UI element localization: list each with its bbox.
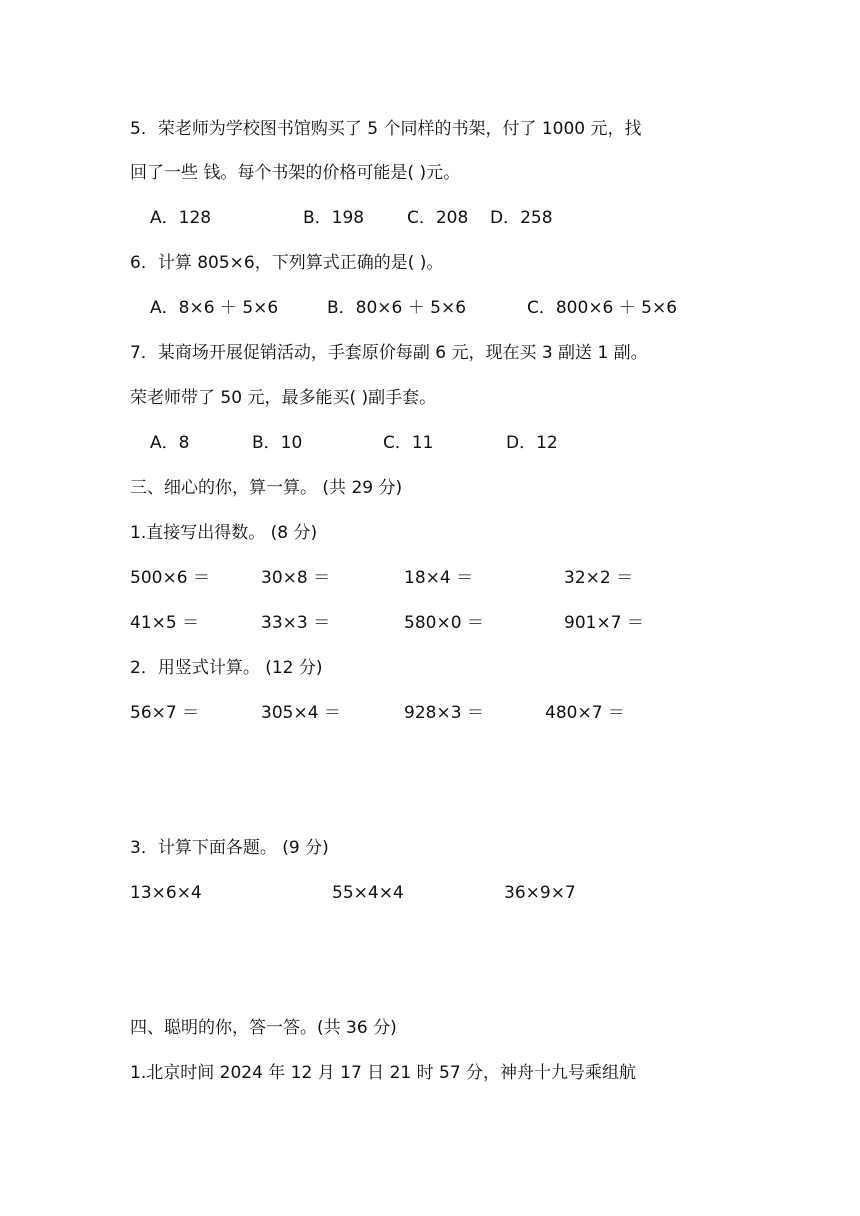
calc-item: 33×3 ＝ [261, 613, 331, 633]
calc-item: 500×6 ＝ [130, 568, 210, 588]
vertical-calc-item: 56×7 ＝ [130, 703, 200, 723]
calc-item: 30×8 ＝ [261, 568, 331, 588]
calc-item: 580×0 ＝ [404, 613, 484, 633]
q7-option-b: B．10 [252, 433, 303, 453]
vertical-calc-item: 480×7 ＝ [545, 703, 625, 723]
q5-option-c: C．208 [407, 208, 469, 228]
q5-line1: 5．荣老师为学校图书馆购买了 5 个同样的书架，付了 1000 元，找 [130, 119, 642, 139]
q5-option-b: B．198 [303, 208, 365, 228]
section3-part1-title: 1.直接写出得数。 (8 分) [130, 523, 318, 543]
vertical-calc-item: 305×4 ＝ [261, 703, 341, 723]
section3-title: 三、细心的你，算一算。 (共 29 分) [130, 478, 403, 498]
q5-option-a: A．128 [150, 208, 212, 228]
q7-option-d: D．12 [506, 433, 558, 453]
mixed-calc-item: 13×6×4 [130, 883, 202, 903]
q7-line2: 荣老师带了 50 元，最多能买( )副手套。 [130, 388, 437, 408]
q6-option-c: C．800×6 ＋ 5×6 [527, 298, 678, 318]
mixed-calc-item: 55×4×4 [332, 883, 404, 903]
calc-item: 32×2 ＝ [564, 568, 634, 588]
calc-item: 18×4 ＝ [404, 568, 474, 588]
q7-option-c: C．11 [383, 433, 434, 453]
q7-line1: 7．某商场开展促销活动，手套原价每副 6 元，现在买 3 副送 1 副。 [130, 343, 648, 363]
section4-q1-line1: 1.北京时间 2024 年 12 月 17 日 21 时 57 分，神舟十九号乘组航 [130, 1063, 637, 1083]
q6-option-b: B．80×6 ＋ 5×6 [327, 298, 467, 318]
mixed-calc-item: 36×9×7 [504, 883, 576, 903]
q5-option-d: D．258 [490, 208, 553, 228]
q6-line1: 6．计算 805×6，下列算式正确的是( )。 [130, 253, 444, 273]
section3-part3-title: 3．计算下面各题。 (9 分) [130, 838, 329, 858]
q5-line2: 回了一些 钱。每个书架的价格可能是( )元。 [130, 163, 461, 183]
section3-part2-title: 2．用竖式计算。 (12 分) [130, 658, 323, 678]
q7-option-a: A．8 [150, 433, 190, 453]
vertical-calc-item: 928×3 ＝ [404, 703, 484, 723]
section4-title: 四、聪明的你，答一答。(共 36 分) [130, 1018, 397, 1038]
q6-option-a: A．8×6 ＋ 5×6 [150, 298, 279, 318]
calc-item: 41×5 ＝ [130, 613, 200, 633]
calc-item: 901×7 ＝ [564, 613, 644, 633]
